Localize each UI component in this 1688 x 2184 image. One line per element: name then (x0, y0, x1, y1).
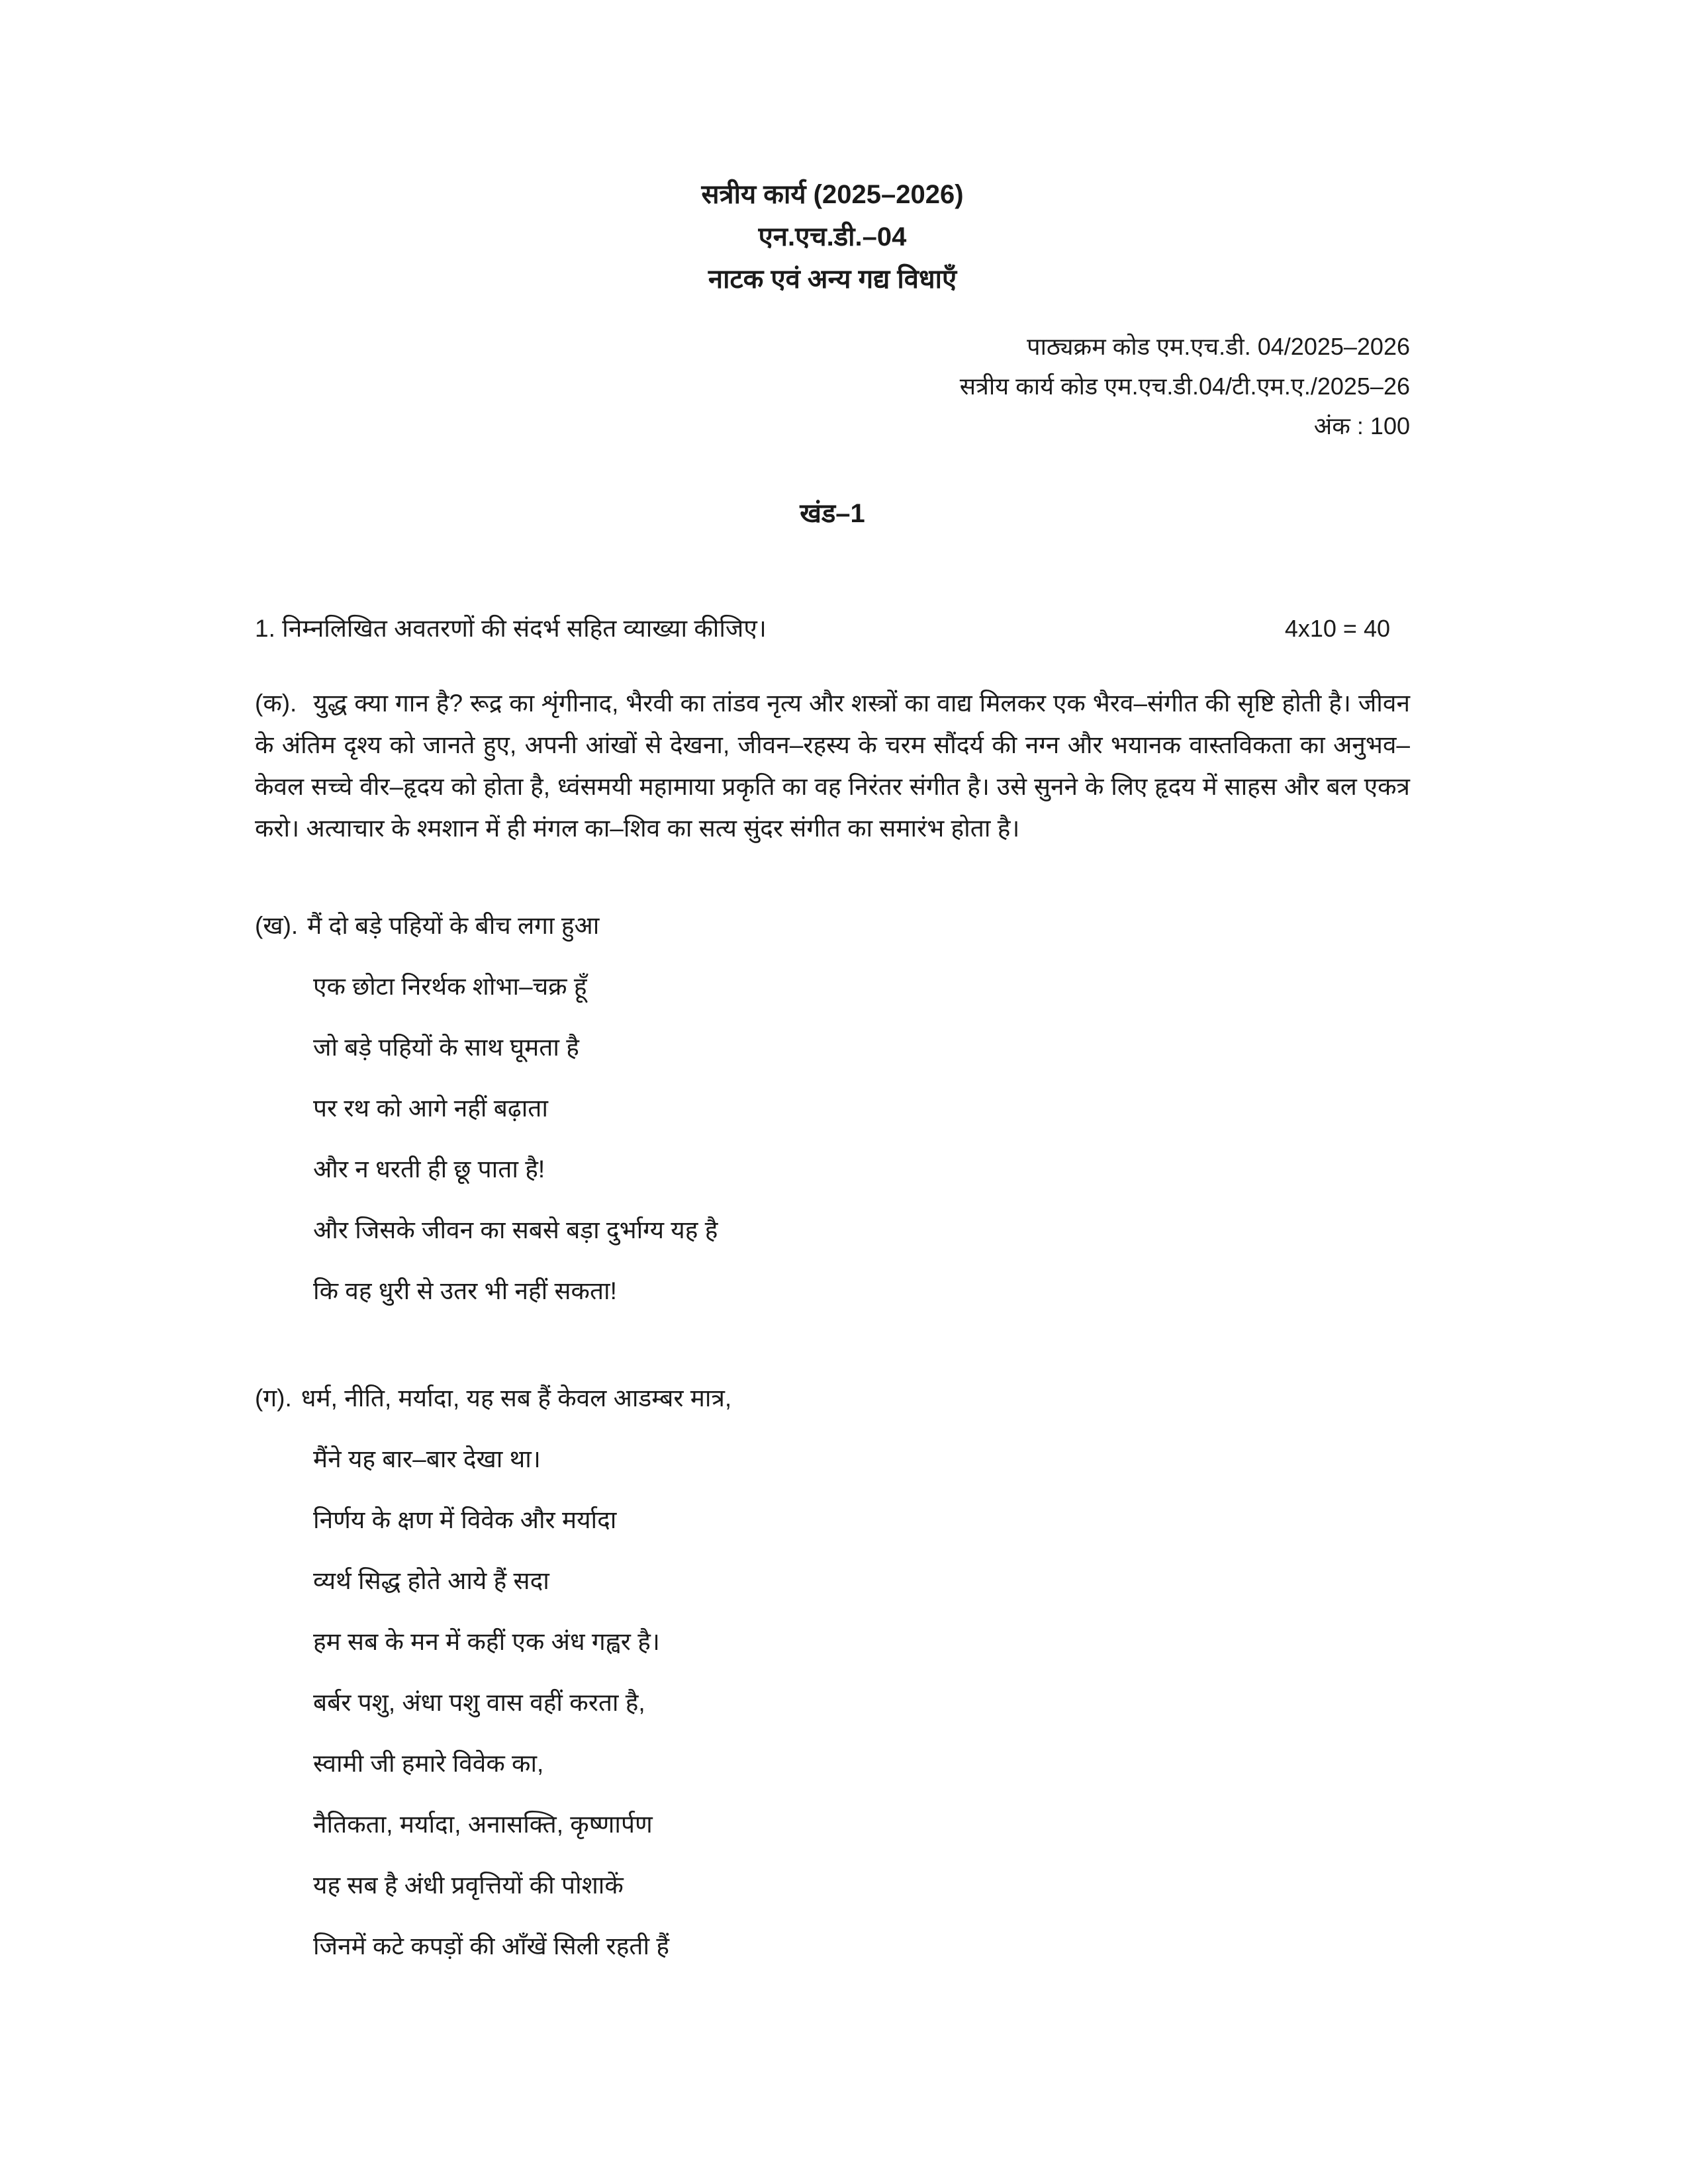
poem-b-line: पर रथ को आगे नहीं बढ़ाता (313, 1095, 548, 1122)
poem-b-line: जो बड़े पहियों के साथ घूमता है (313, 1034, 579, 1061)
question-1-marks: 4x10 = 40 (1284, 615, 1390, 642)
passage-a (255, 682, 1410, 849)
meta-course-code: पाठ्यक्रम कोड एम.एच.डी. 04/2025–2026 (1027, 333, 1410, 360)
poem-b-line: कि वह धुरी से उतर भी नहीं सकता! (313, 1277, 617, 1304)
poem-c-line: व्यर्थ सिद्ध होते आये हैं सदा (313, 1567, 549, 1594)
poem-c-line: मैंने यह बार–बार देखा था। (313, 1445, 541, 1473)
assignment-title: सत्रीय कार्य (2025–2026) (701, 180, 964, 209)
course-code: एन.एच.डी.–04 (758, 222, 907, 251)
document-header (255, 173, 1410, 300)
question-1-text: 1. निम्नलिखित अवतरणों की संदर्भ सहित व्याख्या कीजिए। (255, 615, 767, 642)
passage-a-label: (क). (255, 690, 297, 717)
poem-b-label: (ख). (255, 912, 299, 939)
poem-c (255, 1368, 1410, 1977)
poem-c-line-text: धर्म, नीति, मर्यादा, यह सब हैं केवल आडम्बर मात्र, (301, 1385, 732, 1412)
poem-b-line (255, 895, 1410, 956)
poem-c-line (255, 1368, 1410, 1429)
meta-block (255, 327, 1410, 446)
question-1 (255, 608, 1410, 649)
poem-c-line: स्वामी जी हमारे विवेक का, (313, 1750, 544, 1777)
poem-c-line: हम सब के मन में कहीं एक अंध गह्वर है। (313, 1628, 660, 1655)
meta-assignment-code: सत्रीय कार्य कोड एम.एच.डी.04/टी.एम.ए./2025–26 (959, 373, 1410, 400)
poem-c-line: नैतिकता, मर्यादा, अनासक्ति, कृष्णार्पण (313, 1811, 653, 1838)
poem-c-line: यह सब है अंधी प्रवृत्तियों की पोशाकें (313, 1872, 624, 1899)
poem-c-line: जिनमें कटे कपड़ों की आँखें सिली रहती हैं (313, 1933, 669, 1960)
passage-a-text: युद्ध क्या गान है? रूद्र का शृंगीनाद, भैरवी का तांडव नृत्य और शस्त्रों का वाद्य मिलकर एक भैरव–संगीत की सृष्टि होती है। जीवन के अंतिम दृश्य को जानते हुए, अपनी आंखों से देखना, जीवन–रहस्य के चरम सौंदर्य की नग्न और भयानक वास्तविकता का अनुभव–केवल सच्चे वीर–हृदय को होता है, ध्वंसमयी महामाया प्रकृति का वह निरंतर संगीत है। उसे सुनने के लिए हृदय में साहस और बल एकत्र करो। अत्याचार के श्मशान में ही मंगल का–शिव का सत्य सुंदर संगीत का समारंभ होता है। (255, 690, 1410, 842)
course-title: नाटक एवं अन्य गद्य विधाएँ (708, 265, 957, 294)
poem-c-line: बर्बर पशु, अंधा पशु वास वहीं करता है, (313, 1689, 645, 1716)
meta-total-marks: अंक : 100 (1313, 412, 1410, 439)
poem-c-line: निर्णय के क्षण में विवेक और मर्यादा (313, 1506, 617, 1533)
section-title: खंड–1 (800, 499, 865, 528)
poem-b-line: और न धरती ही छू पाता है! (313, 1156, 545, 1183)
poem-c-label: (ग). (255, 1385, 292, 1412)
poem-b (255, 895, 1410, 1322)
poem-b-line: और जिसके जीवन का सबसे बड़ा दुर्भाग्य यह है (313, 1216, 718, 1244)
poem-b-line-text: मैं दो बड़े पहियों के बीच लगा हुआ (307, 912, 600, 939)
poem-b-line: एक छोटा निरर्थक शोभा–चक्र हूँ (313, 973, 587, 1000)
